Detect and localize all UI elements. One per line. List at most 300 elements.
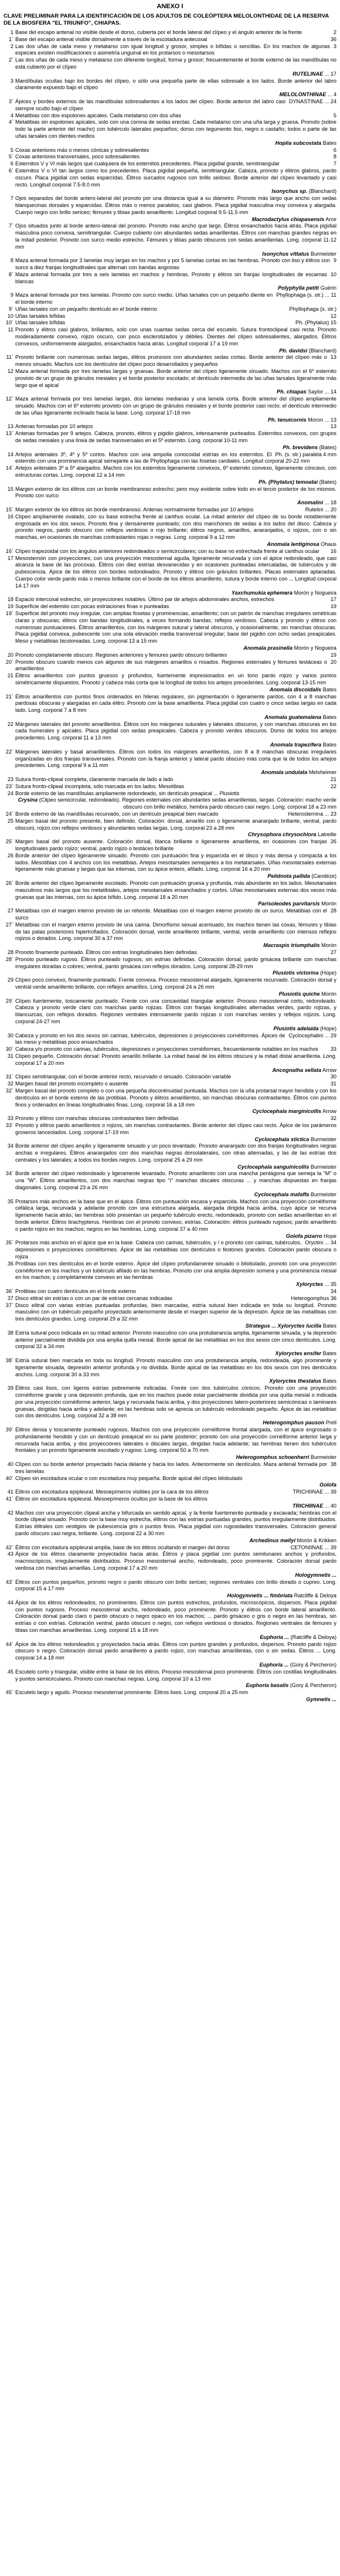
taxon-name: Plusiotis victorina	[272, 970, 319, 976]
couplet-text	[15, 880, 336, 901]
taxon-result: TRICHIINAE ... 40	[292, 1502, 336, 1509]
couplet-goto: Cyclocephalini ... 29	[288, 1032, 336, 1038]
couplet-number: 30	[7, 1032, 13, 1038]
couplet	[4, 1357, 336, 1378]
couplet	[4, 154, 336, 161]
couplet-number: 29´	[5, 997, 13, 1004]
couplet-text	[15, 507, 336, 514]
couplet-number: 8´	[8, 271, 13, 277]
taxon-name: Golofa	[319, 1482, 336, 1488]
couplet-number: 22	[7, 721, 13, 727]
couplet-number: 6´	[8, 167, 13, 174]
couplet-description: Clípeo pequeño. Coloración dorsal: Pronoto amarillo brillante. La mitad basal de los élitros obscura y la mitad distal amarillenta. Long. corporal 17 a 20 mm	[15, 1053, 336, 1066]
couplet	[4, 1545, 336, 1552]
couplet-number: 45	[7, 1668, 13, 1675]
taxon-result	[15, 742, 336, 749]
couplet-text	[15, 1295, 336, 1302]
taxon-result	[15, 1136, 336, 1143]
couplet-text	[15, 1461, 336, 1475]
taxon-name: Parisoleodes parvitarsis	[258, 901, 320, 907]
couplet-number: 12´	[5, 396, 13, 402]
couplet-description: Pronoto y élitros casi glabros, brillantes, solo con unas cuantas sedas cerca del escutelo. Sutura frontoclipeal casi recta. Pronoto moderadamente convexo, rojizo oscuro, con poco esclerotizados y débiles. Dientes del clípeo sobresalientes, alargados. Élitros convexos, uniformemente alargados, ensanchados hacia atrás. Longitud corporal 17 a 19 mm	[15, 327, 336, 347]
couplet-description: Base del escapo antenal visible dorsalmente a través de la escotadura antecoxal	[15, 36, 208, 42]
couplet	[4, 610, 336, 645]
taxon-name: Isonychus vittatus	[262, 250, 310, 257]
taxon-result	[15, 1026, 336, 1033]
couplet	[4, 1074, 336, 1081]
taxon-name: Hoplia subcostata	[275, 140, 322, 146]
couplet	[4, 1115, 336, 1122]
couplet	[4, 1261, 336, 1281]
taxon-name: Heterogomphus schoenherri	[236, 1454, 310, 1461]
couplet-description: Artejos antenales 3º, 4º y 5º cortos. Machos con una ampolla conocoidal estrías en los esternitos. El esternito con una prominencia apical semejante a las de Phyllophaga con las fosetas cardiales. Longitud corporal 20-22 mm	[15, 451, 310, 464]
taxon-name: Ph. tenuicornis	[267, 416, 307, 423]
couplet-description: Estría sutural poco indicada en su mitad anterior. Pronoto masculino con una protuberancia amplia, ligeramente sinuada, y la depresión anterior parcialmente dividida por una amplia quilla mesial. Borde apical de las metatibias en los dos sexos con cinco dentículos. Long. corporal 32 a 34 mm	[15, 1329, 336, 1350]
couplet-goto: 5	[333, 112, 336, 118]
couplet-number: 38´	[5, 1357, 13, 1363]
couplet-goto: 17	[330, 70, 336, 77]
taxon-result	[15, 831, 336, 839]
key-heading: CLAVE PRELIMINAR PARA LA IDENTIFICACIÓN DE LOS ADULTOS DE COLEÓPTERA MELOLONTHIDAE DE LA RESERVA DE LA BIOSFERA "EL TRIUNFO", CHIAPAS.	[4, 13, 329, 26]
couplet	[4, 257, 336, 271]
couplet	[4, 1461, 336, 1475]
couplet-number: 17	[7, 555, 13, 561]
couplet-description: Pronoto brillante con numerosas sedas largas, élitros pruinosos con abundantes sedas cortas. Borde anterior del clípeo más o menos sinuado. Machos con los dentículos del clípeo poco desarrollados y pequeños	[15, 354, 327, 368]
taxon-name: Anomalini	[297, 500, 324, 506]
couplet-goto: 3	[333, 43, 336, 49]
couplet-number: 32	[7, 1081, 13, 1087]
couplet-goto: 19	[330, 651, 336, 658]
couplet-number: 27	[7, 908, 13, 914]
couplet-number: 34´	[5, 1170, 13, 1177]
couplet	[4, 1600, 336, 1634]
taxon-author: Bates	[322, 140, 336, 146]
couplet-description: Artejos antenales 3º a 5º alargados. Machos con los esternitos ligeramente convexos, 6º esternito convexo, ligeramente cóncavo, con estructuras cortas. Long. corporal 12 a 14 mm	[15, 465, 336, 478]
couplet	[4, 271, 336, 286]
couplet	[4, 465, 336, 479]
couplet-text	[15, 853, 336, 873]
couplet-goto: 31	[330, 1081, 336, 1087]
couplet-number: 26´	[5, 880, 13, 887]
couplet-description: Élitros con escotadura epipleural. Mesoepímeros visibles por la cara de los élitros	[15, 1489, 209, 1495]
couplet-number: 4´	[8, 119, 13, 125]
couplet-text	[15, 36, 336, 43]
taxon-author: Melsheimer	[308, 769, 336, 776]
couplet-goto: 18	[330, 500, 336, 506]
taxon-result	[15, 1634, 336, 1641]
couplet-goto: 28	[330, 908, 336, 914]
couplet	[4, 292, 336, 306]
couplet	[4, 998, 336, 1026]
taxon-name: Anomala trapezifera	[270, 742, 322, 748]
taxon-result	[15, 1233, 336, 1240]
couplet-text	[15, 43, 336, 57]
taxon-name: Anomala undulata	[261, 769, 308, 776]
couplet-text	[15, 430, 336, 444]
couplet-text	[15, 57, 336, 71]
couplet-description: Ojos situados junto al borde antero-lateral del pronoto. Pronoto más ancho que largo. Élitros ensanchados hacia atrás. Placa pigidial masculina poco convexa, semitriangular. Cuerpo cubierto con abundantes sedas amarillentas. Élitros con manchas grandes negras en la mitad posterior. Pronoto con surco medio estrecho. Fémures y tibias pardo obscuros con sedas amarillentas. Long. corporal 11-12 mm	[15, 223, 336, 250]
taxon-result	[15, 1572, 336, 1579]
taxon-result	[15, 1662, 336, 1669]
couplet	[4, 1046, 336, 1053]
couplet-text	[15, 1551, 336, 1572]
couplet-number: 2´	[8, 57, 13, 63]
couplet-description: Coxas anteriores más o menos cónicas y sobresalientes	[15, 147, 149, 153]
couplet-description: Élitros sin escotadura epipleural. Mesoepímeros ocultos por la base de los élitros	[15, 1495, 208, 1502]
taxon-result	[15, 1482, 336, 1489]
couplet-goto: 40	[330, 1502, 336, 1509]
couplet-number: 18	[7, 596, 13, 603]
couplet	[4, 1496, 336, 1503]
couplet-goto: 20	[330, 659, 336, 665]
taxon-author: (Blanchard)	[308, 347, 336, 354]
taxon-name: Crysina	[18, 797, 38, 803]
couplet-goto: 7	[333, 161, 336, 167]
couplet-description: Ápices y bordes externos de las mandíbulas sobresalientes a los lados del clípeo. Borde anterior del labro casi siempre oculto bajo el clípeo	[15, 98, 285, 111]
taxon-author: Morón & Krikken	[297, 1537, 336, 1543]
taxon-author: (Hope)	[320, 1025, 336, 1031]
taxon-author: Prell	[325, 1420, 336, 1426]
taxon-name: Hologymnetis ... fimbriata	[227, 1593, 293, 1599]
couplet	[4, 1081, 336, 1088]
couplet-text	[15, 1053, 336, 1067]
couplet-description: Pronoto y élitros con manchas obscuras contrastantes bien definidas	[15, 1115, 179, 1122]
couplet	[4, 659, 336, 673]
couplet-description: Clípeo poco convexo, finamente punteado. Frente convexa. Proceso mesosternal alargado, ligeramente recurvado. Coloración dorsal y ventral verde amarillento brillante, con reflejos amarillos. Long. corporal 24 a 26 mm	[15, 977, 336, 990]
couplet-description: Mandíbulas ocultas bajo los bordes del clípeo, o sólo una pequeña parte de ellas sobresale a los lados. Borde anterior del labro claramente expuesto bajo el clípeo	[15, 77, 336, 91]
taxon-author: Burmeister	[310, 250, 336, 257]
taxon-name: Isonychus sp.	[271, 188, 308, 195]
taxon-author: Latreille	[318, 831, 336, 838]
couplet-description: Borde anterior del clípeo ligeramente sinuado. Pronoto con puntuación fina y esparcida en el disco y más densa y compacta a los lados. Mesotibias con 4 anchos con los metatibias. Artejos mesotarsales semejantes a los metatarsales. Uñas mesotarsales externas ligeramente más gruesas y largas que las internas, con su ápice entero, afilado. Long. corporal 16 a 20 mm	[15, 852, 336, 873]
taxon-result: Anomalini ... 18	[297, 500, 336, 506]
couplet-text	[15, 1579, 336, 1593]
couplet-goto: 33	[330, 1046, 336, 1053]
taxon-result: Ph. tenuicornis Moron ... 13	[267, 416, 336, 423]
couplet-description: Élitros casi lisos, con ligeros estrías pobremente indicadas. Frente con dos tubérculos cónicos. Pronoto con una proyección cornéiforme grande y una depresión profunda, que en los machos puede estar parcialmente dividida por una quilla mesial o indicada por una proyección cornéiforme anterior, larga y recurvada hacia arriba, y dos proyecciones latero-posteriores semicónicas o laminares gruesas, dirigidas hacia arriba y adelante; en las hembras solo se aprecia un tubérculo redondeado pequeño. Ápice de las metatibias con dos dentículos. Long. corporal 32 a 38 mm	[15, 1385, 336, 1419]
taxon-name: Cyclocephala marginicollis	[252, 1108, 322, 1115]
couplet-description: Pronoto punteado rugoso. Élitros punteado rugosos, sin estrías definidas. Coloración dorsal, pardo grisácea brillante con manchas irregulares doradas o cobres; ventral, pardo grisácea con reflejos dorados. Long. corporal 28-29 mm	[15, 956, 336, 969]
taxon-result	[15, 1192, 336, 1199]
taxon-author: (Gory & Percheron)	[290, 1682, 336, 1689]
couplet-number: 14´	[5, 465, 13, 471]
couplet-number: 42´	[5, 1544, 13, 1550]
couplet-text	[15, 659, 336, 673]
couplet-text	[15, 811, 336, 818]
couplet-text	[15, 306, 336, 313]
couplet-goto: Phyllophaga (s. str.)	[289, 306, 336, 312]
couplet	[4, 147, 336, 154]
taxon-result	[15, 140, 336, 147]
couplet-text	[15, 555, 336, 590]
couplet-goto: 19	[330, 603, 336, 610]
taxon-name: Anomala prasinella	[243, 644, 293, 651]
couplet-text	[15, 147, 336, 154]
couplet-description: Ojos separados del borde antero-lateral del pronoto por una distancia igual a su diámetro. Pronoto más largo que ancho con sedas blanquecinas dorsales y esparcidas. Élitros más o menos paralelos, casi glabros. Placa pigidial masculina muy convexa y alargada. Cuerpo negro con brillo sericeo; fémures y tibias pardo amarillento. Longitud corporal 9.5-11.5 mm	[15, 195, 336, 215]
taxon-result: Ph. chiapas Saylor ... 14	[277, 389, 336, 395]
couplet-goto: 26	[330, 839, 336, 845]
taxon-author: Ratcliffe & Deloya	[294, 1593, 336, 1599]
couplet-description: Clípeo fuertemente, toscamente punteado. Frente con una concavidad triangular anterior. Proceso mesosternal corto, redondeado. Cabeza y pronoto verde claro con manchas pardo rojizas. Élitros con franjas longitudinales alternadas verdes, pardo rojizas, y blancuzcas, con reflejos dorados. Regiones ventrales intensamente pardo rojizas o con manchas verdes y reflejos rojizos. Long. corporal 24-27 mm	[15, 997, 336, 1024]
taxon-author: Burmeister	[310, 1454, 336, 1461]
taxon-name: Anomala guatemalena	[264, 714, 322, 720]
taxon-name: Macraspis triumphalis	[263, 942, 320, 949]
couplet-description: Base del escapo antenal no visible desde el dorso, cubierta por el borde lateral del clípeo y el ángulo anterior de la frente	[15, 29, 302, 35]
couplet	[4, 949, 336, 956]
taxon-name: Cyclocephala sanguinicollis	[237, 1163, 310, 1170]
couplet	[4, 161, 336, 168]
couplet-text	[15, 818, 336, 832]
couplet-description: Borde externo de las mandíbulas ampliamente redondeado, sin dentículo preapical ... Plusiotis	[15, 790, 240, 796]
couplet-number: 44	[7, 1599, 13, 1606]
couplet-text	[15, 1081, 336, 1088]
couplet-text	[15, 1143, 336, 1163]
couplet-number: 3´	[8, 98, 13, 104]
couplet-description: Metatibias con el margen interno provisto de una carina. Dimorfismo sexual acentuado, los machos tienen las coxas, fémures y tibias de las patas posteriores hipertrofiados. Coloración dorsal, verde amarillento brillante, ventral, verde amarillento con intensos reflejos rojizos o dorados. Long. corporal 30 a 37 mm	[15, 921, 336, 942]
couplet-number: 11	[8, 327, 13, 333]
taxon-result	[15, 970, 336, 977]
taxon-author: (Blanchard)	[308, 188, 336, 195]
couplet-goto: 13	[330, 416, 336, 423]
taxon-author: Ohaus	[321, 541, 336, 547]
couplet	[4, 354, 336, 368]
taxon-author: (Gory & Percheron)	[290, 1662, 336, 1668]
couplet	[4, 1551, 336, 1572]
couplet-number: 42	[7, 1509, 13, 1516]
couplet	[4, 673, 336, 687]
couplet-number: 20	[7, 651, 13, 658]
couplet	[4, 327, 336, 347]
taxon-name: Polyphylla petiti	[278, 285, 319, 291]
taxon-author: Morón	[321, 990, 336, 997]
couplet-number: 5	[10, 147, 13, 153]
couplet-goto: TRICHIINAE ... 39	[293, 1489, 336, 1495]
couplet-description: Élitros con escotadura epipleural amplia, base de los élitros ocultando el margen del dorso	[15, 1544, 230, 1550]
couplet-goto: Ph. (s. str.) paralela 4 mm	[275, 451, 336, 457]
taxon-name: Macrodactylus chiapasensis	[251, 216, 325, 222]
taxon-author: Bates	[322, 1323, 336, 1329]
couplet-number: 1´	[8, 36, 13, 42]
taxon-result	[15, 1593, 336, 1600]
taxon-author: Morón	[321, 942, 336, 949]
couplet-number: 31	[7, 1053, 13, 1059]
taxon-name: Ph. (Phytalus) temoatai	[259, 478, 318, 485]
couplet-text	[15, 1496, 336, 1503]
taxon-author: Arrow	[322, 1067, 336, 1073]
couplet-goto: 21	[330, 776, 336, 783]
couplet	[4, 195, 336, 216]
couplet-number: 41´	[5, 1495, 13, 1502]
couplet-text	[15, 396, 336, 416]
couplet	[4, 811, 336, 818]
couplet	[4, 306, 336, 313]
taxon-author: (Clipeo semicircular, redondeado). Regiones esternales con abundantes sedas amarillentas, largas. Coloración: macho verde obscuro con brillo metálico, hembra pardo obscuro casi negro. Long. corporal 18 a 23 mm	[39, 797, 336, 810]
couplet-number: 14	[7, 451, 13, 457]
couplet-description: Disco elitral sin estrías o con un par de estrías cercanas indicadas	[15, 1295, 172, 1301]
couplet	[4, 977, 336, 991]
couplet	[4, 721, 336, 742]
couplet-goto: 17	[330, 596, 336, 603]
taxon-author: Bates	[322, 714, 336, 720]
couplet-number: 31´	[5, 1074, 13, 1080]
couplet-number: 9´	[8, 306, 13, 312]
couplet-description: Metatibias con el margen interno provisto de un reborde. Metatibias con el margen interno provisto de un surco. Metatibias con el surco	[15, 908, 327, 921]
couplet-number: 1	[10, 29, 13, 35]
couplet-description: Márgenes laterales del pronoto amarillentos. Élitros con los márgenes suturales y laterales obscuros, y con manchas obscuras en los cada humerales y apicales. Placa pigidial con sedas preapicales. Cabeza y pronoto verdes obscuros. Dorso de todos los artejos precedentes. Long. corporal 11 a 13 mm	[15, 721, 336, 741]
couplet	[4, 749, 336, 769]
couplet-number: 15´	[5, 506, 13, 513]
couplet-text	[15, 271, 336, 286]
couplet-number: 40´	[5, 1475, 13, 1481]
taxon-name: Chrysophora chrysochlora	[247, 831, 317, 838]
couplet	[4, 1122, 336, 1136]
taxon-name: Ph. chiapas	[277, 389, 307, 395]
couplet-description: Pronoto completamente obscuro. Regiones anteriores y femures pardo obscuro brillantes	[15, 651, 227, 658]
couplet-description: Clípeo ampliamente ovalado, con su base estrecha frente al canthus ocular. La mitad anterior del clípeo de su borde notablemente engrosada en los dos sexos. Pronoto fina y densamente punteado; con dos manchones de sedas a los lados del disco. Cabeza y pronoto negros, pardo obscuro con reflejos verdosos o rojo brillante; élitros negros, amarillos, anaranjados, o rojizos, con o sin manchas, en ocasiones de manchas contrastantes rojas o negras. Long. corporal 9 a 12 mm	[15, 513, 336, 541]
couplet-goto: 16	[330, 548, 336, 554]
taxon-result	[15, 714, 336, 721]
couplet	[4, 1385, 336, 1420]
couplet-number: 16´	[5, 548, 13, 554]
couplet	[4, 1641, 336, 1662]
taxon-author: (Ratcliffe & Deloya)	[290, 1634, 336, 1640]
couplet-goto: 13	[330, 354, 336, 361]
couplet	[4, 853, 336, 873]
couplet-number: 10´	[5, 320, 13, 326]
taxon-name: Anomala lentiginosa	[267, 541, 319, 547]
couplet-goto: 12	[330, 313, 336, 319]
couplet	[4, 1240, 336, 1260]
couplet	[4, 880, 336, 901]
couplet-text	[15, 119, 336, 140]
couplet	[4, 223, 336, 250]
couplet	[4, 908, 336, 922]
couplet-number: 27´	[5, 921, 13, 928]
couplet-description: Coxas anteriores transversales, poco sobresalientes	[15, 154, 140, 160]
taxon-author: Morón	[321, 901, 336, 907]
couplet-goto: 8	[333, 154, 336, 160]
couplet	[4, 694, 336, 714]
couplet-number: 24	[7, 790, 13, 796]
couplet	[4, 396, 336, 416]
taxon-result	[15, 901, 336, 908]
couplet-description: Maza antenal formada por tres lamelas. Pronoto con surco medio. Uñas tarsales con un pequeño diente en el borde interno	[15, 292, 273, 306]
couplet-description: Cabeza y pronoto en los dos sexos sin carinas, tubérculos, depresiones o proyecciones cornéiformes. Ápices de las meso y metatibias poco ensanchados	[15, 1032, 285, 1046]
couplet-text	[15, 1427, 336, 1454]
taxon-author: Saylor	[308, 389, 324, 395]
couplet-goto: 13	[330, 423, 336, 430]
couplet	[4, 956, 336, 970]
taxon-name: Xyloryctes ensifer	[275, 1350, 322, 1357]
couplet	[4, 29, 336, 36]
taxon-result	[15, 285, 336, 292]
couplet-number: 6	[10, 161, 13, 167]
couplet-description: Élitros densa y toscamente punteado rugosos. Machos con una proyección cornéiforme frontal alargada, con el ápice engrosado o profundamente hendido y con un dentículo preapical en su parte posterior; pronoto con una proyección cornéiforme anterior larga y recurvada hacia arriba, y dos proyecciones laterales o discales largas, dirigidas hacia adelante; las hembras tienen dos tubérculos frontales y un pronoto ligeramente escotado y rugoso. Long. corporal 50 a 70 mm	[15, 1426, 336, 1454]
couplet	[4, 1033, 336, 1047]
couplet-number: 35´	[5, 1240, 13, 1246]
couplet-goto: 10	[330, 271, 336, 277]
couplet-description: Protarsos más anchos en la base que en el ápice. Élitros con puntuación escasa y esparcida. Machos con una proyección cornéiforme cefálica larga, recurvada y adelante pronoto con una estructura alargada, alargada dirigida hacia arriba, cuyo ápice se recurva ligeramente hacia atrás; las hembras sólo presentan un pequeño tubérculo erecto, redondeado, pronoto con sedas amarillentas en el borde anterior. Élitros brachypterus. Hembras con el pronoto convexo, estrías. Coloración: élitros punteado rugosos; pardo amarillento o pardo rojizo en los machos; negros en las hembras. Long. corporal 37 a 40 mm	[15, 1198, 336, 1232]
couplet	[4, 818, 336, 832]
couplet-goto: 36	[330, 36, 336, 42]
taxon-result	[15, 541, 336, 548]
couplet-text	[15, 956, 336, 970]
taxon-name: RUTELINAE	[292, 70, 324, 77]
couplet-description: Disco elitral con varias estrías puntuadas profundas, bien marcadas, estría sutural bien indicada en toda su longitud. Pronoto masculino con un tubérculo pequeño proyectado anteriormente desde el margen superior de la depresión. Ápice de las metatibias con tres dentículos grandes. Long. corporal 29 a 32 mm	[15, 1302, 336, 1322]
couplet-number: 43´	[5, 1579, 13, 1585]
taxon-author: (Bates)	[319, 444, 336, 450]
couplet-description: Ápice de los élitros claramente proyectados hacia atrás. Élitros y placa pigidial con puntos semilunares anchos y profundos, macroscópicos, irregularmente distribuidos. Proceso mesosternal ancho, redondeado, poco prominente. Coloración dorsal pardo verdosa con manchas amarillas. Long. corporal 17 a 20 mm	[15, 1551, 336, 1571]
taxon-result: RUTELINAE ... 17	[292, 70, 336, 77]
couplet-description: Clípeo sin escotadura ocular o con escotadura muy pequeña. Borde apical del clípeo bilobulado	[15, 1475, 243, 1481]
taxon-author: Hope	[324, 1233, 336, 1239]
couplet-text	[15, 1641, 336, 1662]
couplet-text	[15, 1115, 336, 1122]
couplet-number: 21	[7, 673, 13, 679]
couplet-number: 26	[7, 852, 13, 858]
couplet-goto: 14	[330, 389, 336, 395]
couplet-description: Cabeza y/o pronoto con carinas, tubérculos, depresiones o proyecciones cornéiformes, frecuentemente notables en los machos	[15, 1046, 318, 1053]
couplet	[4, 1302, 336, 1323]
couplet-description: Élitros amarillentos con puntos finos ordenados en hileras regulares, sin pigmentación o ligeramente pardos, con 4 a 8 manchas pardosas obscuras y alargadas en cada élitro. Pronoto con la base amarillenta. Placa pigidial con cuatro o cinco sedas largas en cada lado. Long. corporal 7 a 8 mm	[15, 693, 336, 714]
couplet-number: 37´	[5, 1302, 13, 1308]
couplet-text	[15, 1475, 336, 1482]
couplet-description: Antenas formadas por 9 artejos. Cabeza, pronoto, élitros y pigidio glabros, intensamente punteados. Esternitos convexos, con grupos de sedas mesiales y una línea de sedas transversales en el 5º esternito. Long. corporal 10-11 mm	[15, 430, 336, 444]
couplet-number: 7´	[8, 223, 13, 229]
couplet-description: Maza antenal formada por tres lamelas largas y gruesas. Borde anterior del clípeo ligeramente sinuado. Machos con el 6º esternito provisto de un grupo de gránulos mesiales y el borde posterior escotado; el dentículo intermedio de las uñas tarsales ligeramente más largo que el apical	[15, 368, 336, 388]
couplet	[4, 430, 336, 444]
couplet-number: 37	[7, 1295, 13, 1301]
couplet-number: 8	[10, 257, 13, 264]
couplet-description: Margen basal del pronoto ausente. Coloración dorsal, blanca brillante o ligeramente amarillenta, en ocasiones con franjas longitudinales pardo rojizo; ventral, pardo rojizo o testáceo brillante	[15, 839, 327, 852]
couplet-text	[15, 368, 336, 389]
couplet-text	[15, 998, 336, 1026]
couplet-text	[15, 783, 336, 790]
annex-title: ANEXO I	[157, 3, 183, 10]
couplet	[4, 514, 336, 541]
couplet	[4, 78, 336, 92]
taxon-result	[15, 1108, 336, 1115]
couplet-text	[15, 257, 336, 271]
taxon-name: TRICHIINAE	[292, 1502, 324, 1509]
couplet-text	[15, 673, 336, 687]
couplet-description: Espacio intercoxal estrecho, sin proyecciones notables. Último par de artejos abdominales anchos, estrechos	[15, 596, 274, 603]
couplet-text	[15, 652, 336, 659]
couplet-description: Uñas tarsales con un pequeño dentículo en el borde interno	[15, 306, 157, 312]
couplet-text	[15, 610, 336, 645]
couplet-text	[15, 949, 336, 956]
taxon-author: Bates	[322, 1378, 336, 1384]
couplet	[4, 320, 336, 327]
couplet	[4, 486, 336, 500]
taxon-name: Cyclocephala mafaffa	[254, 1191, 310, 1197]
couplet-text	[15, 1261, 336, 1281]
taxon-author: Burmeister	[310, 1191, 336, 1197]
couplet-description: Pronoto y élitros pardo amarillentos o rojizos, sin manchas contrastantes. Borde anterior del clípeo casi recto. Ápice de los parámeros groseros lanceolados. Long. corporal 17-19 mm	[15, 1122, 336, 1135]
couplet	[4, 922, 336, 942]
couplet-number: 25´	[5, 839, 13, 845]
couplet-description: Escutelo largo y agudo. Proceso mesosternal prominente. Élitros lisos. Long. corporal 20 a 25 mm	[15, 1689, 249, 1696]
couplet-goto: CETONIINAE ... 39	[290, 1544, 336, 1550]
couplet-text	[15, 1302, 336, 1323]
couplet-goto: 4	[333, 91, 336, 98]
couplet-description: Escutelo corto y triangular, visible entre la base de los élitros. Proceso mesosternal poco prominente. Élitros con costillas longitudinales y puntos semicirculares. Pronoto con manchas negras. Long. corporal 10 a 13 mm	[15, 1668, 336, 1682]
taxon-result	[15, 1164, 336, 1171]
couplet	[4, 555, 336, 590]
taxon-result	[15, 348, 336, 355]
couplet	[4, 1669, 336, 1683]
couplet-text	[15, 327, 336, 347]
